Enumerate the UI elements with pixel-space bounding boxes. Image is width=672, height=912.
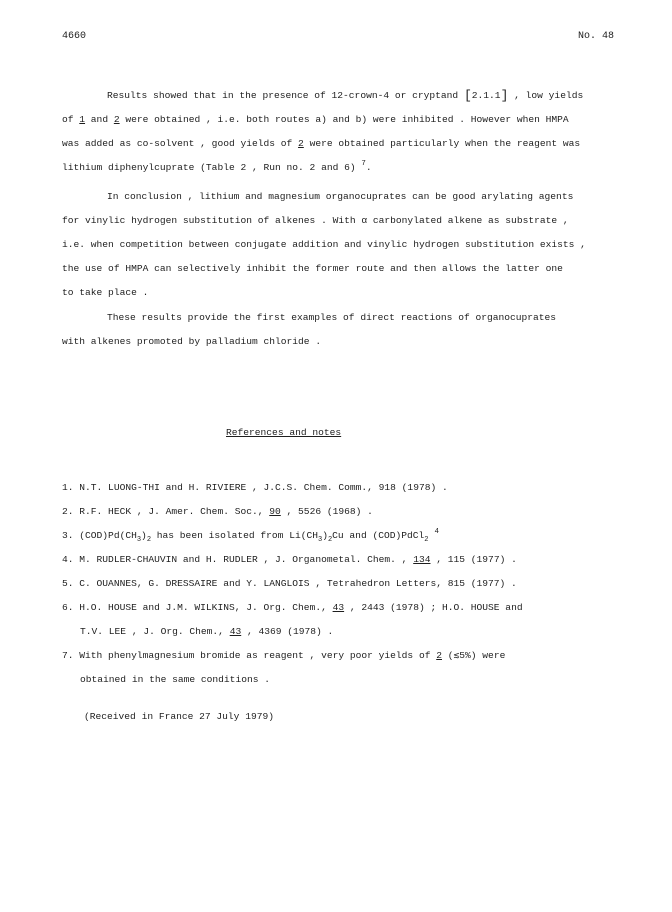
reference-item: 1. N.T. LUONG-THI and H. RIVIERE , J.C.S. Chem. Comm., 918 (1978) . [62,482,448,493]
cryptand-label: 2.1.1 [471,90,501,101]
footnote-mark: 7 [361,160,366,168]
text-line: the use of HMPA can selectively inhibit the former route and then allows the latter one [62,263,563,274]
text-line: of 1 and 2 were obtained , i.e. both routes a) and b) were inhibited . However when HMPA [62,114,569,125]
text-line: These results provide the first examples of direct reactions of organocuprates [107,312,557,323]
reference-item: 6. H.O. HOUSE and J.M. WILKINS, J. Org. Chem., 43 , 2443 (1978) ; H.O. HOUSE and [62,602,523,613]
text-line: i.e. when competition between conjugate addition and vinylic hydrogen substitution exists , [62,239,586,250]
reference-item-continued: T.V. LEE , J. Org. Chem., 43 , 4369 (1978) . [80,626,334,637]
text-line: for vinylic hydrogen substitution of alkenes . With α carbonylated alkene as substrate , [62,215,569,226]
text-line: lithium diphenylcuprate (Table 2 , Run no. 2 and 6) $^7$. [62,160,372,173]
reference-item: 7. With phenylmagnesium bromide as reagent , very poor yields of 2 (≲5%) were [62,650,506,661]
reference-item: 5. C. OUANNES, G. DRESSAIRE and Y. LANGLOIS , Tetrahedron Letters, 815 (1977) . [62,578,517,589]
text-line: In conclusion , lithium and magnesium organocuprates can be good arylating agents [107,191,574,202]
text-line: Results showed that in the presence of 12-crown-4 or cryptand [2.1.1] , low yields [107,88,584,103]
reference-item: 2. R.F. HECK , J. Amer. Chem. Soc., 90 , 5526 (1968) . [62,506,373,517]
compound-ref: 1 [79,114,86,125]
references-heading: References and notes [226,427,342,438]
text-line: was added as co-solvent , good yields of 2 were obtained particularly when the reagent was [62,138,581,149]
compound-ref: 2 [298,138,304,149]
reference-item-continued: obtained in the same conditions . [80,674,270,685]
reference-item: 4. M. RUDLER-CHAUVIN and H. RUDLER , J. Organometal. Chem. , 134 , 115 (1977) . [62,554,517,565]
text-line: with alkenes promoted by palladium chloride . [62,336,322,347]
journal-number: No. 48 [577,31,614,42]
received-date: (Received in France 27 July 1979) [84,711,274,722]
page-number: 4660 [62,31,87,42]
text-line: to take place . [62,287,149,298]
compound-ref: 2 [113,114,120,125]
reference-item: 3. $(COD)Pd(CH_3)_2$ has been isolated from $Li(CH_3)_2Cu$ and (COD)PdCl$_2^4$ [62,528,439,544]
